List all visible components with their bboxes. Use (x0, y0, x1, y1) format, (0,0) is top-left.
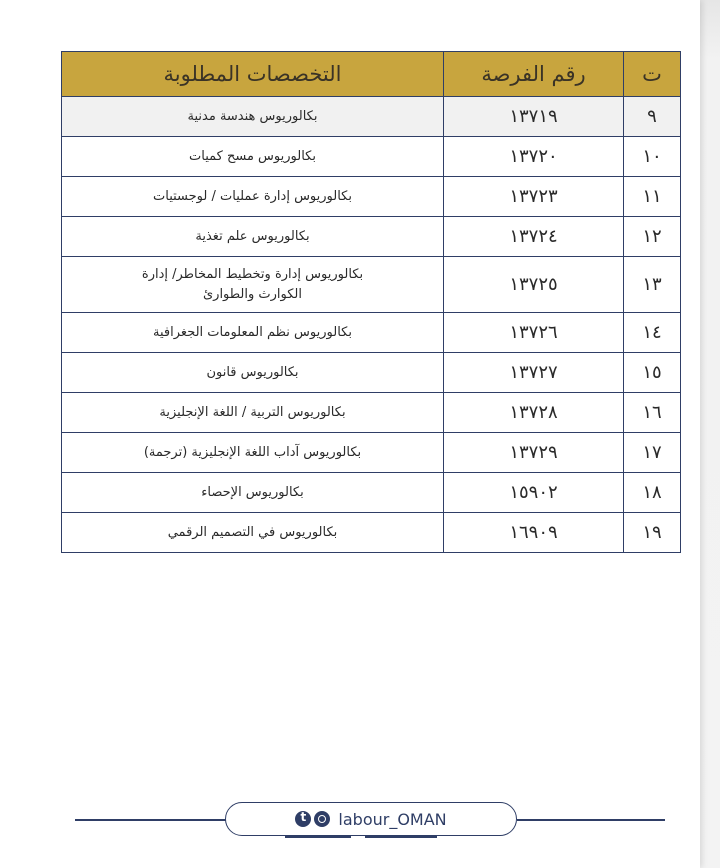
row-number: ١٥ (624, 353, 681, 393)
opportunity-number: ١٣٧٢٤ (444, 217, 624, 257)
row-number: ١٤ (624, 313, 681, 353)
specialization: بكالوريوس في التصميم الرقمي (62, 513, 444, 553)
specialization: بكالوريوس علم تغذية (62, 217, 444, 257)
opportunity-number: ١٦٩٠٩ (444, 513, 624, 553)
footer (75, 802, 665, 838)
table-row (62, 513, 681, 553)
opportunity-number: ١٣٧٢٥ (444, 257, 624, 313)
footer-underline-right (365, 836, 437, 838)
opportunity-number: ١٣٧٢٧ (444, 353, 624, 393)
row-number: ١٣ (624, 257, 681, 313)
specialization: بكالوريوس إدارة وتخطيط المخاطر/ إدارة الكوارث والطوارئ (62, 257, 444, 313)
table-row (62, 393, 681, 433)
specialization: بكالوريوس الإحصاء (62, 473, 444, 513)
table-row (62, 137, 681, 177)
header-number: ت (624, 52, 681, 97)
specialization: بكالوريوس نظم المعلومات الجغرافية (62, 313, 444, 353)
opportunity-number: ١٣٧٢٣ (444, 177, 624, 217)
row-number: ١٢ (624, 217, 681, 257)
table-row (62, 433, 681, 473)
table-row (62, 353, 681, 393)
specialization: بكالوريوس هندسة مدنية (62, 97, 444, 137)
opportunity-number: ١٣٧٢٠ (444, 137, 624, 177)
row-number: ١٨ (624, 473, 681, 513)
specialization: بكالوريوس قانون (62, 353, 444, 393)
social-handle-badge (225, 802, 517, 836)
instagram-icon (314, 811, 330, 827)
row-number: ٩ (624, 97, 681, 137)
twitter-icon (295, 811, 311, 827)
table-row (62, 177, 681, 217)
social-handle-text: labour_OMAN (338, 810, 447, 829)
opportunity-number: ١٥٩٠٢ (444, 473, 624, 513)
table-row (62, 97, 681, 137)
header-specialization: التخصصات المطلوبة (62, 52, 444, 97)
specialization: بكالوريوس مسح كميات (62, 137, 444, 177)
footer-underline-left (285, 836, 351, 838)
table-row (62, 313, 681, 353)
table-row (62, 257, 681, 313)
row-number: ١٦ (624, 393, 681, 433)
row-number: ١٩ (624, 513, 681, 553)
footer-divider-left (75, 819, 227, 821)
footer-divider-right (517, 819, 665, 821)
specialization: بكالوريوس آداب اللغة الإنجليزية (ترجمة) (62, 433, 444, 473)
opportunity-number: ١٣٧٢٨ (444, 393, 624, 433)
specialization: بكالوريوس إدارة عمليات / لوجستيات (62, 177, 444, 217)
table-row (62, 217, 681, 257)
opportunity-number: ١٣٧٢٦ (444, 313, 624, 353)
table-row (62, 473, 681, 513)
table-header-row (62, 52, 681, 97)
header-opportunity-number: رقم الفرصة (444, 52, 624, 97)
row-number: ١٠ (624, 137, 681, 177)
specialization: بكالوريوس التربية / اللغة الإنجليزية (62, 393, 444, 433)
opportunity-number: ١٣٧١٩ (444, 97, 624, 137)
social-handle-group (226, 810, 516, 829)
row-number: ١٧ (624, 433, 681, 473)
job-opportunities-table (61, 51, 681, 553)
opportunity-number: ١٣٧٢٩ (444, 433, 624, 473)
row-number: ١١ (624, 177, 681, 217)
